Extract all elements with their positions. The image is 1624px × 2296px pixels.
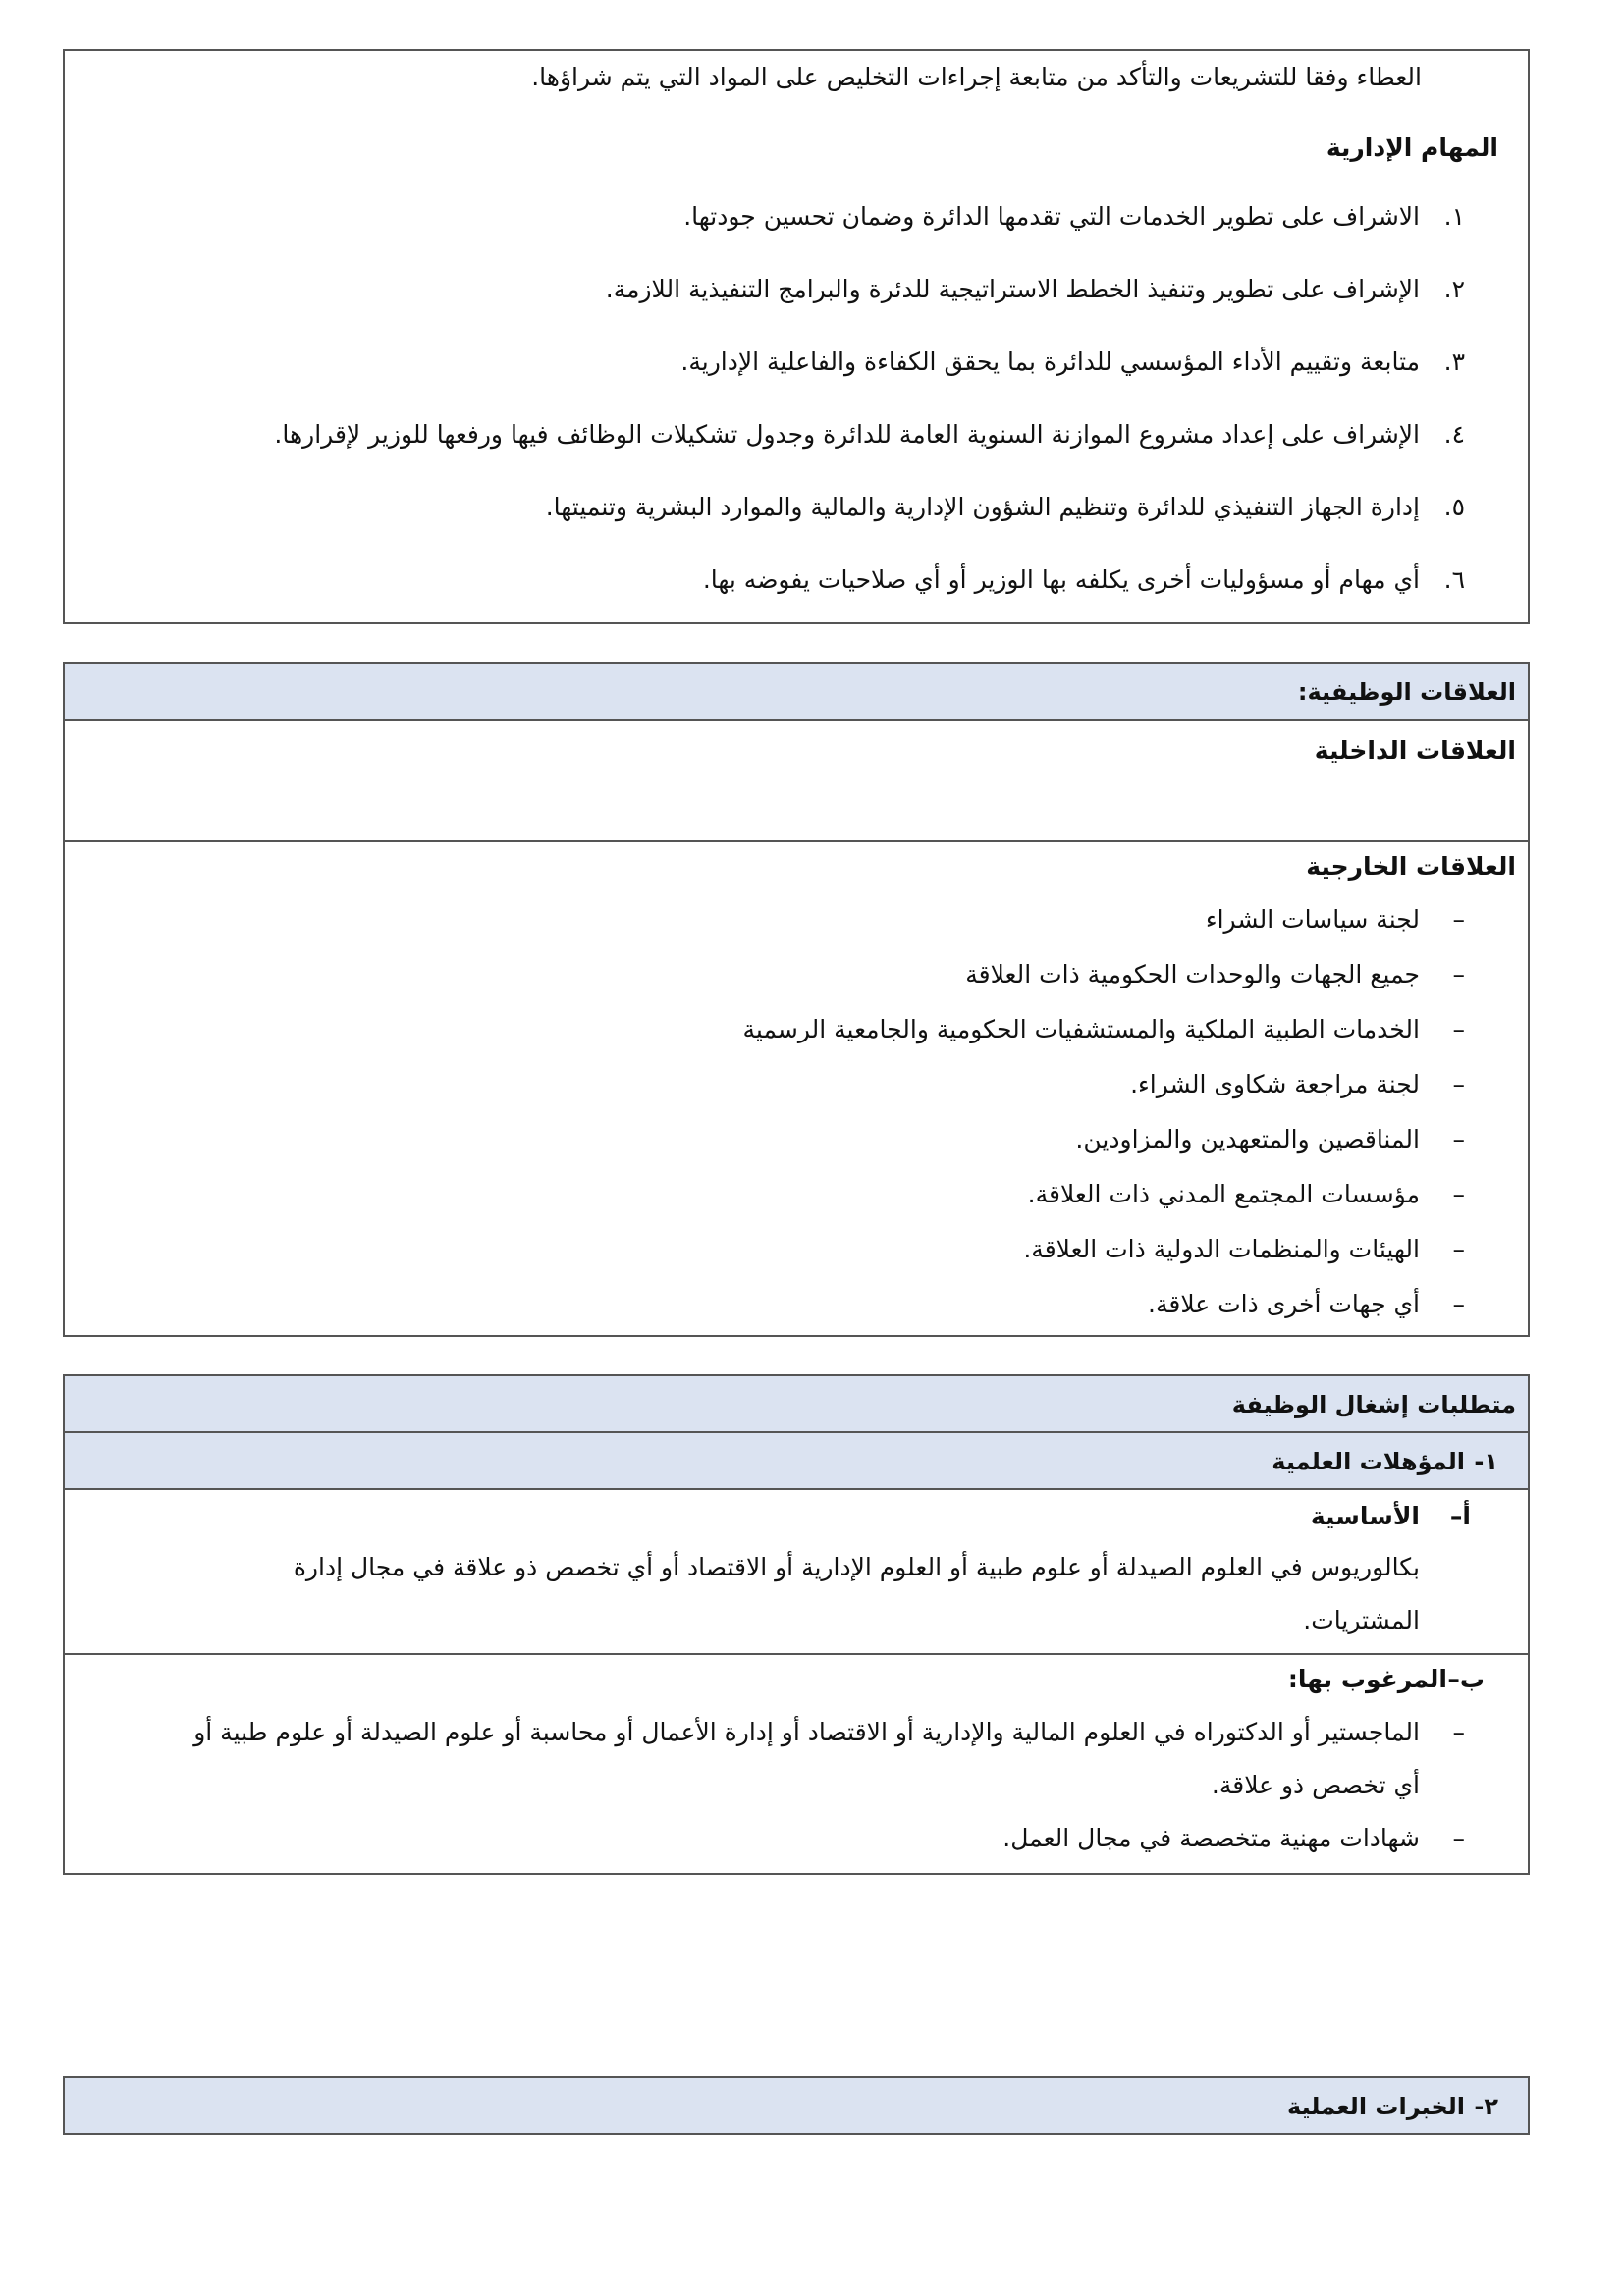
item-text: الإشراف على تطوير وتنفيذ الخطط الاستراتيجية للدئرة والبرامج التنفيذية اللازمة. (605, 275, 1420, 303)
experience-header (63, 2076, 1530, 2135)
requirements-header (65, 1376, 1528, 1433)
item-number: ٥. (1443, 493, 1465, 521)
item-number: ٣. (1443, 347, 1465, 376)
preferred-label: ب– (1447, 1665, 1485, 1693)
basic-label: أ– (1449, 1502, 1471, 1530)
internal-relations-heading: العلاقات الداخلية (1314, 736, 1516, 765)
bullet: – (1452, 1015, 1465, 1043)
qualifications-title: المؤهلات العلمية (1272, 1448, 1465, 1475)
item-number: ٢. (1443, 275, 1465, 303)
admin-tasks-heading: المهام الإدارية (1326, 133, 1498, 162)
bullet: – (1452, 1235, 1465, 1263)
relations-title: العلاقات الوظيفية: (1297, 678, 1516, 706)
job-requirements-box (63, 1374, 1530, 1875)
preferred-title: المرغوب بها: (1287, 1665, 1447, 1693)
preferred-item-1-line-1: الماجستير أو الدكتوراه في العلوم المالية والإدارية أو الاقتصاد أو إدارة الأعمال أو محاسبة أو علوم الصيدلة أو علوم طبية أو (193, 1718, 1420, 1746)
preferred-item-2: شهادات مهنية متخصصة في مجال العمل. (1002, 1824, 1420, 1852)
item-text: جميع الجهات والوحدات الحكومية ذات العلاقة (965, 960, 1420, 988)
bullet: – (1452, 1180, 1465, 1208)
item-text: الهيئات والمنظمات الدولية ذات العلاقة. (1023, 1235, 1420, 1263)
item-number: ٦. (1443, 565, 1465, 594)
item-text: مؤسسات المجتمع المدني ذات العلاقة. (1027, 1180, 1420, 1208)
bullet: – (1452, 1070, 1465, 1098)
relations-header (65, 664, 1528, 721)
section-divider (65, 1653, 1528, 1655)
item-text: أي مهام أو مسؤوليات أخرى يكلفه بها الوزير أو أي صلاحيات يفوضه بها. (702, 565, 1420, 594)
experience-title: الخبرات العملية (1287, 2093, 1465, 2120)
basic-line-1: بكالوريوس في العلوم الصيدلة أو علوم طبية أو العلوم الإدارية أو الاقتصاد أو أي تخصص ذو علاقة في مجال إدارة (293, 1553, 1420, 1581)
basic-line-2: المشتريات. (1303, 1606, 1420, 1634)
qualifications-number: ١- (1474, 1448, 1498, 1475)
item-text: متابعة وتقييم الأداء المؤسسي للدائرة بما يحقق الكفاءة والفاعلية الإدارية. (680, 347, 1420, 376)
item-text: الإشراف على إعداد مشروع الموازنة السنوية العامة للدائرة وجدول تشكيلات الوظائف فيها ورفعها للوزير لإقرارها. (274, 420, 1420, 449)
section-divider (65, 840, 1528, 842)
item-number: ٤. (1443, 420, 1465, 449)
item-text: الاشراف على تطوير الخدمات التي تقدمها الدائرة وضمان تحسين جودتها. (683, 202, 1420, 231)
item-text: إدارة الجهاز التنفيذي للدائرة وتنظيم الشؤون الإدارية والمالية والموارد البشرية وتنميتها. (545, 493, 1420, 521)
requirements-title: متطلبات إشغال الوظيفة (1231, 1391, 1516, 1418)
bullet: – (1452, 905, 1465, 934)
bullet: – (1452, 1824, 1465, 1852)
intro-line: العطاء وفقا للتشريعات والتأكد من متابعة إجراءات التخليص على المواد التي يتم شراؤها. (531, 63, 1422, 91)
item-text: المناقصين والمتعهدين والمزاودين. (1075, 1125, 1420, 1153)
external-relations-heading: العلاقات الخارجية (1306, 852, 1516, 881)
item-text: لجنة سياسات الشراء (1205, 905, 1420, 934)
preferred-item-1-line-2: أي تخصص ذو علاقة. (1211, 1771, 1420, 1799)
experience-number: ٢- (1474, 2093, 1498, 2120)
basic-title: الأساسية (1310, 1502, 1420, 1530)
bullet: – (1452, 1125, 1465, 1153)
bullet: – (1452, 1718, 1465, 1746)
item-number: ١. (1443, 202, 1465, 231)
bullet: – (1452, 960, 1465, 988)
qualifications-header (65, 1433, 1528, 1490)
item-text: لجنة مراجعة شكاوى الشراء. (1130, 1070, 1420, 1098)
bullet: – (1452, 1290, 1465, 1318)
functional-relations-box (63, 662, 1530, 1337)
item-text: الخدمات الطبية الملكية والمستشفيات الحكومية والجامعية الرسمية (742, 1015, 1420, 1043)
item-text: أي جهات أخرى ذات علاقة. (1148, 1290, 1420, 1318)
admin-tasks-box (63, 49, 1530, 624)
